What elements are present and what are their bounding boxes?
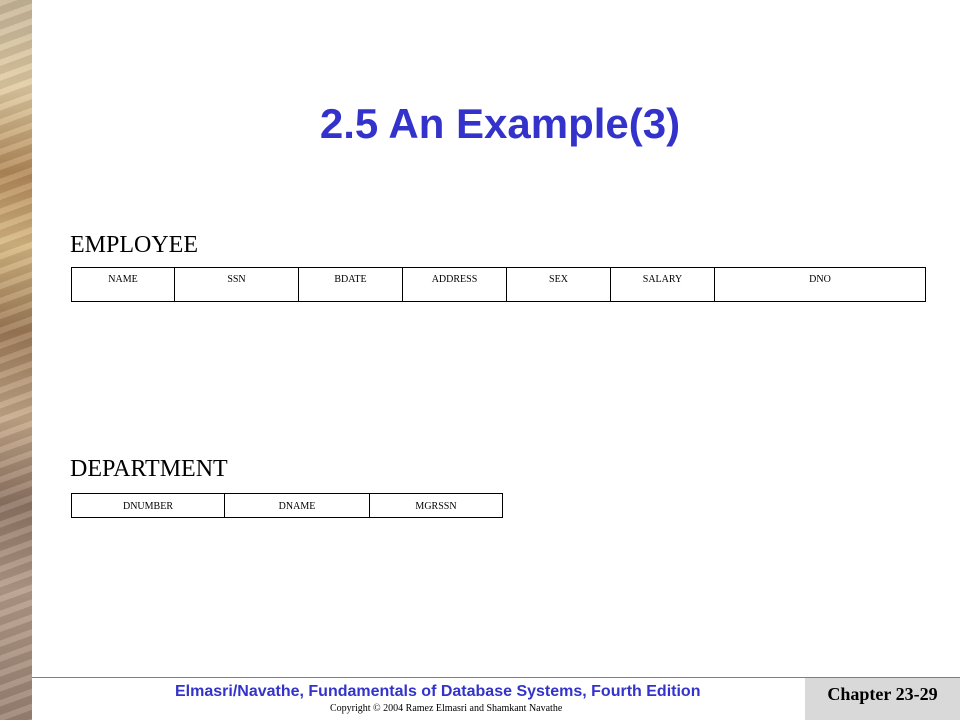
table-row [72, 268, 926, 302]
employee-column-name: NAME [72, 268, 175, 302]
department-column-mgrssn: MGRSSN [370, 494, 503, 518]
chapter-badge [805, 678, 960, 720]
employee-label: EMPLOYEE [70, 232, 198, 258]
decorative-side-image [0, 0, 32, 720]
table-row [72, 494, 503, 518]
employee-table [71, 267, 926, 302]
slide-title: 2.5 An Example(3) [319, 100, 681, 147]
department-table [71, 493, 503, 518]
department-label: DEPARTMENT [70, 456, 228, 482]
employee-column-sex: SEX [507, 268, 611, 302]
employee-column-dno: DNO [715, 268, 926, 302]
employee-column-ssn: SSN [175, 268, 299, 302]
employee-column-address: ADDRESS [403, 268, 507, 302]
employee-column-salary: SALARY [611, 268, 715, 302]
footer-copyright: Copyright © 2004 Ramez Elmasri and Shamkant Navathe [330, 703, 563, 714]
footer-book-title: Elmasri/Navathe, Fundamentals of Database Systems, Fourth Edition [175, 683, 701, 700]
department-column-dnumber: DNUMBER [72, 494, 225, 518]
department-column-dname: DNAME [225, 494, 370, 518]
employee-column-bdate: BDATE [299, 268, 403, 302]
chapter-label: Chapter 23-29 [827, 684, 938, 704]
